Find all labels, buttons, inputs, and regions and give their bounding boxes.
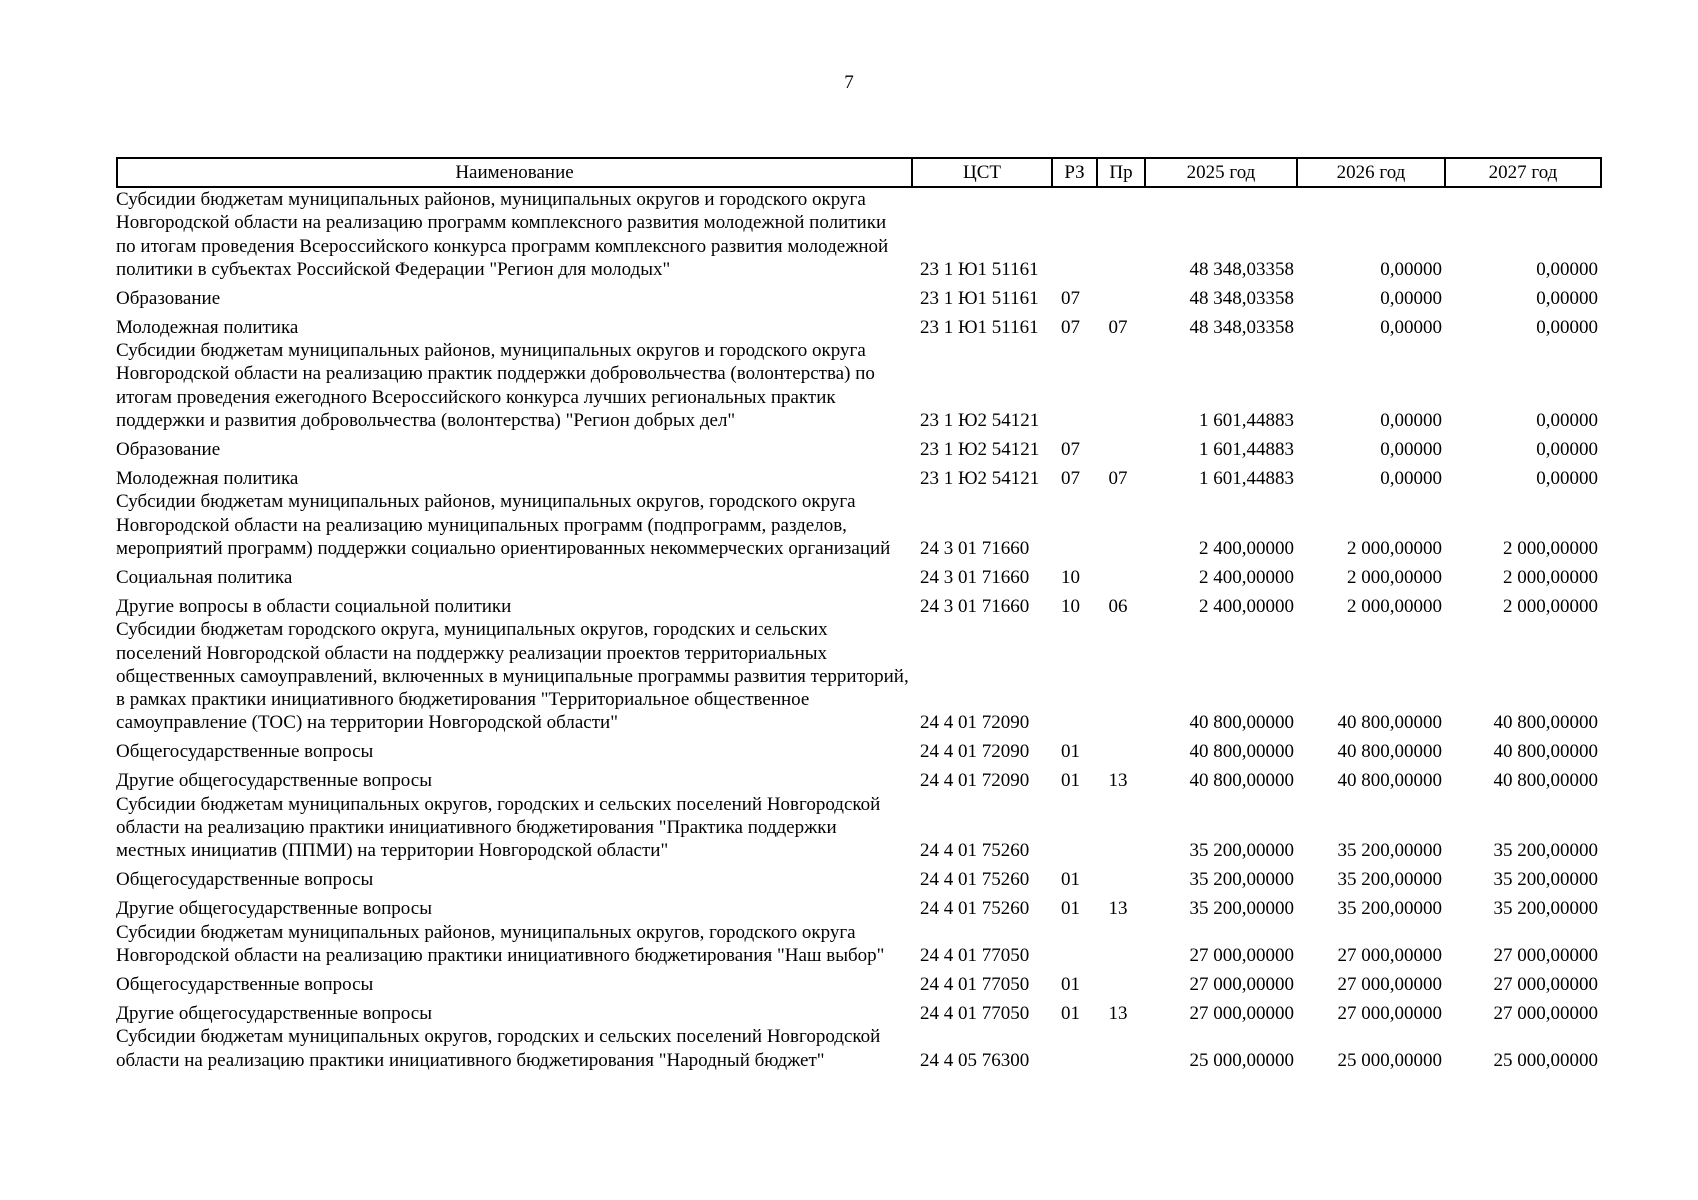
cell-name: Субсидии бюджетам муниципальных районов, муниципальных округов и городского округа Новгородской области на реализацию практик поддержки добровольчества (волонтерства) по итогам проведения ежегодного Всероссийского конкурса лучших региональных практик поддержки и развития добровольчества (волонтерства) "Регион добрых дел" [116, 340, 875, 432]
table-row [116, 618, 1600, 734]
table-row [116, 188, 1600, 281]
cell-pr [1096, 432, 1144, 461]
cell-name: Субсидии бюджетам муниципальных районов, муниципальных округов, городского округа Новгородской области на реализацию практики инициативного бюджетирования "Наш выбор" [116, 921, 885, 966]
cell-v2026: 40 800,00000 [1337, 712, 1442, 734]
cell-v2027: 0,00000 [1536, 316, 1598, 338]
cell-cst: 24 4 01 75260 [920, 869, 1030, 891]
cell-rz: 01 [1061, 973, 1080, 995]
cell-v2026: 27 000,00000 [1337, 973, 1442, 995]
cell-cst: 24 4 01 77050 [920, 1002, 1030, 1024]
cell-rz: 10 [1061, 566, 1080, 588]
cell-v2025: 40 800,00000 [1189, 741, 1294, 763]
cell-rz: 01 [1061, 869, 1080, 891]
cell-name: Другие общегосударственные вопросы [116, 770, 432, 792]
table-row [116, 892, 1600, 921]
cell-v2027: 0,00000 [1536, 439, 1598, 461]
cell-name: Субсидии бюджетам муниципальных районов, муниципальных округов, городского округа Новгородской области на реализацию муниципальных программ (подпрограмм, разделов, мероприятий программ) поддержки социально ориентированных некоммерческих организаций [116, 491, 891, 559]
table-row [116, 490, 1600, 560]
table-row [116, 560, 1600, 589]
cell-v2026: 35 200,00000 [1337, 898, 1442, 920]
cell-rz [1051, 921, 1096, 968]
table-row [116, 921, 1600, 968]
cell-v2026: 0,00000 [1380, 439, 1442, 461]
table-row [116, 339, 1600, 432]
cell-rz: 07 [1061, 439, 1080, 461]
cell-v2026: 0,00000 [1380, 287, 1442, 309]
cell-name: Образование [116, 439, 221, 461]
cell-name: Субсидии бюджетам муниципальных округов, городских и сельских поселений Новгородской области на реализацию практики инициативного бюджетирования "Практика поддержки местных инициатив (ППМИ) на территории Новгородской области" [116, 793, 881, 862]
cell-name: Субсидии бюджетам городского округа, муниципальных округов, городских и сельских поселений Новгородской области на поддержку реализации проектов территориальных общественных самоуправлений, включенных в муниципальные программы развития территорий, в рамках практики инициативного бюджетирования "Территориальное общественное самоуправление (ТОС) на территории Новгородской области" [116, 619, 909, 734]
cell-cst: 23 1 Ю2 54121 [920, 439, 1040, 461]
cell-v2026: 25 000,00000 [1337, 1049, 1442, 1071]
cell-pr [1096, 339, 1144, 432]
cell-v2027: 0,00000 [1536, 468, 1598, 490]
table-row [116, 764, 1600, 793]
cell-name: Общегосударственные вопросы [116, 869, 374, 891]
cell-v2025: 48 348,03358 [1189, 287, 1294, 309]
cell-v2025: 48 348,03358 [1189, 258, 1294, 280]
cell-v2025: 1 601,44883 [1199, 468, 1294, 490]
cell-v2026: 27 000,00000 [1337, 944, 1442, 966]
cell-v2026: 2 000,00000 [1347, 595, 1442, 617]
cell-rz: 01 [1061, 1002, 1080, 1024]
cell-v2027: 35 200,00000 [1493, 898, 1598, 920]
cell-name: Субсидии бюджетам муниципальных районов, муниципальных округов и городского округа Новгородской области на реализацию программ комплексного развития молодежной политики по итогам проведения Всероссийского конкурса программ комплексного развития молодежной политики в субъектах Российской Федерации "Регион для молодых" [116, 189, 889, 280]
cell-pr [1096, 735, 1144, 764]
cell-v2026: 40 800,00000 [1337, 770, 1442, 792]
cell-name: Образование [116, 287, 221, 309]
cell-cst: 23 1 Ю2 54121 [920, 468, 1040, 490]
cell-pr [1096, 863, 1144, 892]
cell-pr: 07 [1108, 468, 1128, 490]
cell-cst: 24 4 01 75260 [920, 898, 1030, 920]
table-row [116, 1025, 1600, 1072]
cell-v2025: 25 000,00000 [1189, 1049, 1294, 1071]
cell-pr: 06 [1108, 595, 1128, 617]
cell-v2025: 27 000,00000 [1189, 973, 1294, 995]
column-header-name: Наименование [117, 158, 912, 187]
table-header [116, 157, 1602, 188]
cell-v2025: 48 348,03358 [1189, 316, 1294, 338]
cell-name: Молодежная политика [116, 468, 299, 490]
page-number: 7 [844, 72, 854, 93]
column-header-2025: 2025 год [1145, 158, 1297, 187]
column-header-2026: 2026 год [1297, 158, 1445, 187]
cell-v2025: 40 800,00000 [1189, 770, 1294, 792]
cell-v2027: 40 800,00000 [1493, 712, 1598, 734]
cell-v2027: 25 000,00000 [1493, 1049, 1598, 1071]
cell-pr [1096, 921, 1144, 968]
cell-v2026: 40 800,00000 [1337, 741, 1442, 763]
cell-rz: 01 [1061, 770, 1080, 792]
cell-name: Другие вопросы в области социальной политики [116, 595, 512, 617]
cell-v2025: 1 601,44883 [1199, 410, 1294, 432]
cell-cst: 23 1 Ю1 51161 [920, 316, 1039, 338]
cell-v2025: 35 200,00000 [1189, 898, 1294, 920]
cell-pr [1096, 967, 1144, 996]
column-header-rz: РЗ [1052, 158, 1097, 187]
cell-name: Молодежная политика [116, 316, 299, 338]
column-header-pr: Пр [1097, 158, 1145, 187]
cell-name: Другие общегосударственные вопросы [116, 1002, 432, 1024]
cell-v2027: 35 200,00000 [1493, 869, 1598, 891]
cell-v2026: 0,00000 [1380, 258, 1442, 280]
cell-name: Другие общегосударственные вопросы [116, 898, 432, 920]
cell-v2026: 27 000,00000 [1337, 1002, 1442, 1024]
cell-v2025: 2 400,00000 [1199, 595, 1294, 617]
cell-v2025: 40 800,00000 [1189, 712, 1294, 734]
cell-rz: 10 [1061, 595, 1080, 617]
cell-pr: 07 [1108, 316, 1128, 338]
table-row [116, 432, 1600, 461]
cell-v2027: 2 000,00000 [1503, 566, 1598, 588]
column-header-2027: 2027 год [1445, 158, 1601, 187]
cell-rz [1051, 618, 1096, 734]
cell-rz: 01 [1061, 741, 1080, 763]
cell-v2026: 2 000,00000 [1347, 537, 1442, 559]
column-header-cst: ЦСТ [912, 158, 1052, 187]
cell-rz: 07 [1061, 316, 1080, 338]
cell-pr [1096, 560, 1144, 589]
cell-rz [1051, 793, 1096, 863]
cell-cst: 24 4 05 76300 [920, 1049, 1030, 1071]
cell-pr [1096, 618, 1144, 734]
cell-v2025: 27 000,00000 [1189, 1002, 1294, 1024]
cell-v2025: 2 400,00000 [1199, 537, 1294, 559]
cell-pr: 13 [1108, 1002, 1128, 1024]
cell-v2027: 27 000,00000 [1493, 1002, 1598, 1024]
cell-name: Общегосударственные вопросы [116, 741, 374, 763]
cell-pr [1096, 1025, 1144, 1072]
cell-v2025: 2 400,00000 [1199, 566, 1294, 588]
cell-name: Социальная политика [116, 566, 293, 588]
cell-v2027: 2 000,00000 [1503, 595, 1598, 617]
table-row [116, 310, 1600, 339]
cell-cst: 24 4 01 72090 [920, 741, 1030, 763]
cell-cst: 23 1 Ю2 54121 [920, 410, 1040, 432]
cell-rz [1051, 1025, 1096, 1072]
cell-v2026: 0,00000 [1380, 316, 1442, 338]
cell-pr [1096, 188, 1144, 281]
cell-v2025: 35 200,00000 [1189, 869, 1294, 891]
cell-cst: 24 4 01 75260 [920, 840, 1030, 862]
cell-v2027: 40 800,00000 [1493, 770, 1598, 792]
cell-v2026: 35 200,00000 [1337, 869, 1442, 891]
cell-v2027: 0,00000 [1536, 287, 1598, 309]
cell-cst: 23 1 Ю1 51161 [920, 258, 1039, 280]
cell-v2027: 0,00000 [1536, 258, 1598, 280]
table-row [116, 793, 1600, 863]
budget-table [116, 188, 1600, 1072]
table-row [116, 735, 1600, 764]
cell-cst: 23 1 Ю1 51161 [920, 287, 1039, 309]
table-row [116, 863, 1600, 892]
cell-pr: 13 [1108, 898, 1128, 920]
cell-rz [1051, 339, 1096, 432]
cell-rz: 07 [1061, 287, 1080, 309]
table-row [116, 281, 1600, 310]
cell-v2027: 2 000,00000 [1503, 537, 1598, 559]
cell-cst: 24 3 01 71660 [920, 537, 1030, 559]
cell-v2026: 35 200,00000 [1337, 840, 1442, 862]
cell-rz: 01 [1061, 898, 1080, 920]
table-row [116, 589, 1600, 618]
cell-cst: 24 4 01 77050 [920, 973, 1030, 995]
table-row [116, 996, 1600, 1025]
cell-cst: 24 3 01 71660 [920, 566, 1030, 588]
cell-rz [1051, 188, 1096, 281]
cell-v2025: 1 601,44883 [1199, 439, 1294, 461]
cell-cst: 24 4 01 77050 [920, 944, 1030, 966]
cell-v2026: 0,00000 [1380, 410, 1442, 432]
cell-v2027: 0,00000 [1536, 410, 1598, 432]
cell-rz [1051, 490, 1096, 560]
cell-pr [1096, 490, 1144, 560]
cell-v2027: 35 200,00000 [1493, 840, 1598, 862]
cell-rz: 07 [1061, 468, 1080, 490]
cell-name: Субсидии бюджетам муниципальных округов, городских и сельских поселений Новгородской области на реализацию практики инициативного бюджетирования "Народный бюджет" [116, 1026, 881, 1071]
cell-v2026: 0,00000 [1380, 468, 1442, 490]
cell-pr [1096, 793, 1144, 863]
cell-v2027: 40 800,00000 [1493, 741, 1598, 763]
cell-pr [1096, 281, 1144, 310]
cell-cst: 24 4 01 72090 [920, 712, 1030, 734]
table-row [116, 967, 1600, 996]
cell-name: Общегосударственные вопросы [116, 973, 374, 995]
cell-v2025: 27 000,00000 [1189, 944, 1294, 966]
cell-v2026: 2 000,00000 [1347, 566, 1442, 588]
cell-v2027: 27 000,00000 [1493, 944, 1598, 966]
cell-v2027: 27 000,00000 [1493, 973, 1598, 995]
cell-pr: 13 [1108, 770, 1128, 792]
cell-cst: 24 3 01 71660 [920, 595, 1030, 617]
table-row [116, 461, 1600, 490]
cell-cst: 24 4 01 72090 [920, 770, 1030, 792]
cell-v2025: 35 200,00000 [1189, 840, 1294, 862]
